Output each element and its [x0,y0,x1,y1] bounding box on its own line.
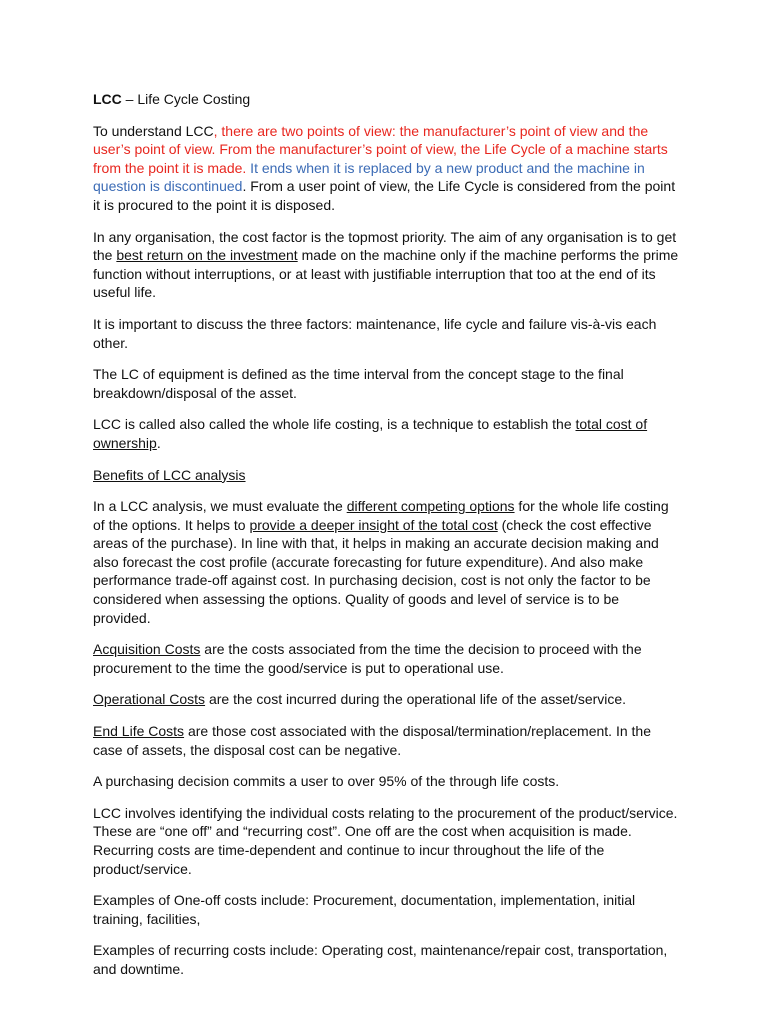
intro-text-a: To understand LCC [93,122,214,139]
analysis-text-a: In a LCC analysis, we must evaluate the [93,498,347,515]
document-body [93,90,679,992]
paragraph-one-off-examples: Examples of One-off costs include: Procurement, documentation, implementation, initial training, facilities, [93,892,636,927]
analysis-text-c: (check the cost effective areas of the purchase). In line with that, it helps in making an accurate decision making and also forecast the cost profile (accurate forecasting for future expenditure). And also make performance trade-off against cost. In purchasing decision, cost is not only the factor to be considered when assessing the options. Quality of goods and level of service is to be provided. [93,516,659,626]
title-rest: – Life Cycle Costing [121,91,251,107]
operational-costs-term: Operational Costs [93,691,206,708]
deeper-insight-underlined: provide a deeper insight of the total cost [249,516,498,533]
paragraph-individual-costs: LCC involves identifying the individual costs relating to the procurement of the product/service. These are “one off” and “recurring cost”. One off are the cost when acquisition is made. Recurring costs are time-dependent and continue to incur throughout the life of the product/service. [93,804,678,877]
acquisition-costs-text: are the costs associated from the time the decision to proceed with the procurement to the time the good/service is put to operational use. [93,641,642,676]
operational-costs-text: are the cost incurred during the operational life of the asset/service. [205,691,627,708]
intro-text-red: , there are two points of view: the manufacturer’s point of view and the user’s point of view. From the manufacturer’s point of view, the Life Cycle of a machine starts from the point it is made. [93,122,668,176]
end-life-costs-term: End Life Costs [93,723,185,740]
document-title [93,90,679,109]
paragraph-acquisition-costs [93,640,679,677]
cost-factor-text-b: made on the machine only if the machine performs the prime function without interruptions, or at least with justifiable interruption that too at the end of its useful life. [93,247,679,301]
total-cost-underlined: total cost of ownership [93,416,648,451]
analysis-text-b: for the whole life costing of the options. It helps to [93,498,669,533]
paragraph-recurring-examples: Examples of recurring costs include: Operating cost, maintenance/repair cost, transportation, and downtime. [93,942,668,977]
paragraph-operational-costs [93,690,679,709]
paragraph-purchasing-decision: A purchasing decision commits a user to over 95% of the through life costs. [93,773,560,790]
whole-life-text-a: LCC is called also called the whole life costing, is a technique to establish the [93,416,576,433]
paragraph-cost-factor [93,228,679,302]
intro-text-blue: It ends when it is replaced by a new product and the machine in question is discontinued [93,159,645,195]
paragraph-three-factors: It is important to discuss the three factors: maintenance, life cycle and failure vis-à-vis each other. [93,315,657,351]
end-life-costs-text: are those cost associated with the disposal/termination/replacement. In the case of assets, the disposal cost can be negative. [93,723,651,758]
competing-options-underlined: different competing options [346,498,515,515]
whole-life-text-b: . [156,434,161,451]
paragraph-analysis [93,497,679,627]
intro-text-b: . From a user point of view, the Life Cycle is considered from the point it is procured to the point it is disposed. [93,178,676,213]
title-bold: LCC [93,91,122,107]
best-return-underlined: best return on the investment [116,247,298,264]
paragraph-lc-definition: The LC of equipment is defined as the time interval from the concept stage to the final breakdown/disposal of the asset. [93,366,624,401]
acquisition-costs-term: Acquisition Costs [93,641,201,658]
cost-factor-text-a: In any organisation, the cost factor is the topmost priority. The aim of any organisation is to get the [93,228,677,264]
benefits-heading-text: Benefits of LCC analysis [93,466,246,483]
paragraph-intro [93,122,679,215]
paragraph-whole-life [93,415,679,452]
paragraph-end-life-costs [93,722,679,759]
heading-benefits [93,466,679,485]
